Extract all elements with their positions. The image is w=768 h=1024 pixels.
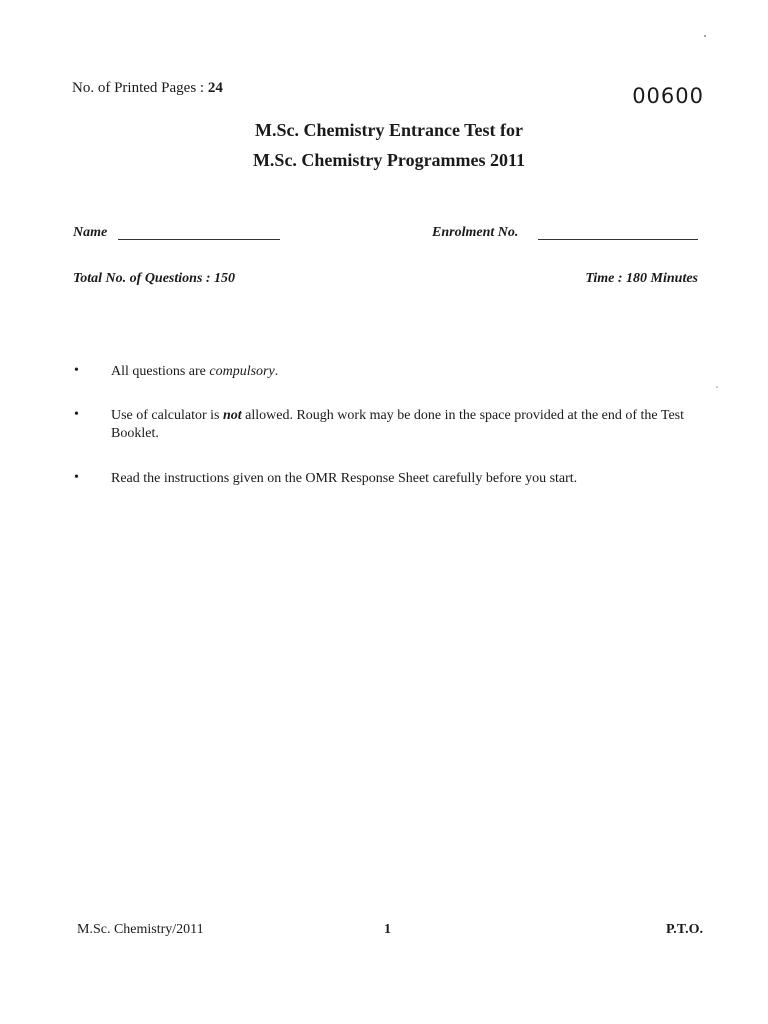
bullet-icon: • [74,363,79,378]
bullet-icon: • [74,470,79,485]
printed-pages-value: 24 [207,80,223,96]
printed-pages-label: No. of Printed Pages : [72,80,208,96]
page-title-line1: M.Sc. Chemistry Entrance Test for [255,120,523,140]
footer-right: P.T.O. [666,922,703,937]
bullet-icon: • [74,407,79,422]
time-limit: Time : 180 Minutes [585,271,698,286]
footer-left: M.Sc. Chemistry/2011 [77,922,204,937]
scan-speck [716,386,718,388]
page-title-line2: M.Sc. Chemistry Programmes 2011 [252,150,526,170]
enrolment-label: Enrolment No. [432,225,519,240]
enrolment-field-line [538,239,698,240]
instruction-text-1: All questions are compulsory. [111,364,279,379]
total-questions: Total No. of Questions : 150 [73,271,236,286]
name-field-line [118,239,280,240]
name-label: Name [73,225,108,240]
instruction-text-2: Use of calculator is not allowed. Rough work may be done in the space provided at the end of the Test Booklet. [111,408,685,441]
booklet-code: 00600 [632,84,704,108]
page-number: 1 [384,922,391,937]
scan-speck [704,35,706,37]
instruction-text-3: Read the instructions given on the OMR Response Sheet carefully before you start. [111,471,578,486]
printed-pages [72,80,223,97]
